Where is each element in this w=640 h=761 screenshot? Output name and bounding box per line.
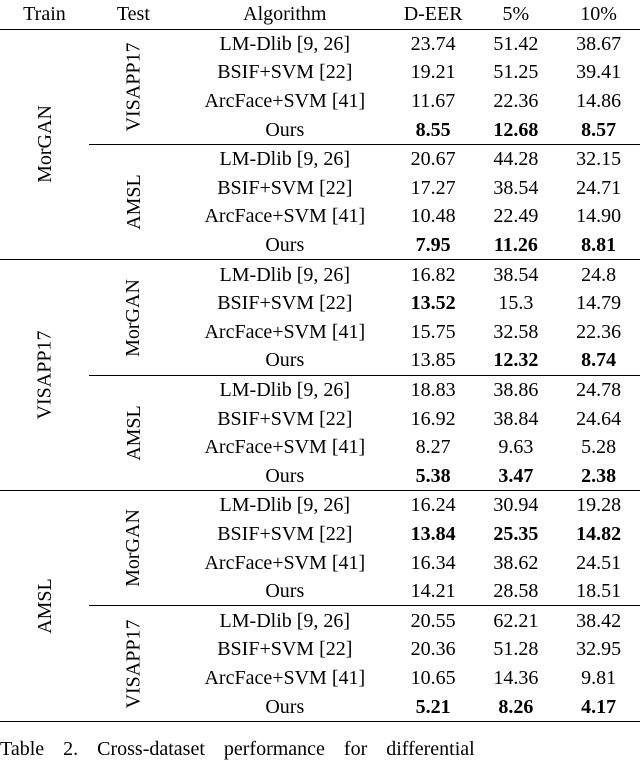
d-eer-cell: 5.21 xyxy=(415,695,451,718)
d-eer-cell: 8.55 xyxy=(415,118,451,141)
algorithm-cell: LM-Dlib [9, 26] xyxy=(178,606,392,635)
5pct-cell: 22.36 xyxy=(493,90,539,113)
test-label: AMSL xyxy=(122,174,145,230)
5pct-cell: 12.32 xyxy=(493,349,539,372)
test-cell xyxy=(89,144,178,259)
algorithm-cell: ArcFace+SVM [41] xyxy=(204,205,366,228)
10pct-cell: 14.90 xyxy=(576,205,622,228)
train-cell xyxy=(0,491,89,722)
test-label: VISAPP17 xyxy=(122,619,145,709)
5pct-cell: 44.28 xyxy=(475,144,558,173)
d-eer-cell: 14.21 xyxy=(410,580,456,603)
5pct-cell: 11.26 xyxy=(493,234,538,257)
5pct-cell: 51.25 xyxy=(493,61,539,84)
10pct-cell: 14.82 xyxy=(576,522,622,545)
table-row xyxy=(0,144,640,173)
d-eer-cell: 19.21 xyxy=(410,61,456,84)
test-cell xyxy=(89,29,178,144)
table-row xyxy=(0,29,640,58)
5pct-cell: 38.62 xyxy=(493,551,539,574)
train-label: AMSL xyxy=(33,578,56,634)
test-label: VISAPP17 xyxy=(122,42,145,132)
d-eer-cell: 18.83 xyxy=(392,375,475,404)
10pct-cell: 39.41 xyxy=(576,61,622,84)
d-eer-cell: 16.82 xyxy=(392,260,475,289)
test-cell xyxy=(89,375,178,490)
10pct-cell: 24.71 xyxy=(576,176,622,199)
algorithm-cell: ArcFace+SVM [41] xyxy=(204,551,366,574)
algorithm-cell: BSIF+SVM [22] xyxy=(217,638,353,661)
d-eer-cell: 8.27 xyxy=(415,436,451,459)
10pct-cell: 9.81 xyxy=(581,666,617,689)
5pct-cell: 38.86 xyxy=(475,375,558,404)
test-cell xyxy=(89,260,178,375)
algorithm-cell: LM-Dlib [9, 26] xyxy=(178,491,392,520)
10pct-cell: 8.74 xyxy=(581,349,617,372)
10pct-cell: 24.78 xyxy=(557,375,640,404)
d-eer-cell: 10.48 xyxy=(410,205,456,228)
table-row xyxy=(0,491,640,520)
5pct-cell: 3.47 xyxy=(498,464,534,487)
algorithm-cell: LM-Dlib [9, 26] xyxy=(219,32,351,55)
10pct-cell: 24.64 xyxy=(576,407,622,430)
5pct-cell: 25.35 xyxy=(493,522,539,545)
10pct-cell: 18.51 xyxy=(576,580,622,603)
header-5pct: 5% xyxy=(475,0,558,29)
train-cell xyxy=(0,29,89,260)
10pct-cell: 32.95 xyxy=(576,638,622,661)
algorithm-cell: ArcFace+SVM [41] xyxy=(204,436,366,459)
d-eer-cell: 23.74 xyxy=(410,32,456,55)
algorithm-cell: Ours xyxy=(265,695,305,718)
5pct-cell: 22.49 xyxy=(493,205,539,228)
d-eer-cell: 20.55 xyxy=(392,606,475,635)
algorithm-cell: Ours xyxy=(265,234,305,257)
test-label: MorGAN xyxy=(122,509,145,588)
d-eer-cell: 16.34 xyxy=(410,551,456,574)
train-label: MorGAN xyxy=(33,105,56,184)
algorithm-cell: LM-Dlib [9, 26] xyxy=(178,375,392,404)
5pct-cell: 38.84 xyxy=(493,407,539,430)
algorithm-cell: Ours xyxy=(265,118,305,141)
train-cell xyxy=(0,260,89,491)
10pct-cell: 2.38 xyxy=(581,464,617,487)
table-row xyxy=(0,375,640,404)
header-algorithm: Algorithm xyxy=(178,0,392,29)
5pct-cell: 30.94 xyxy=(475,491,558,520)
d-eer-cell: 13.52 xyxy=(410,292,456,315)
d-eer-cell: 20.67 xyxy=(392,144,475,173)
d-eer-cell: 7.95 xyxy=(415,234,451,257)
test-label: AMSL xyxy=(122,405,145,461)
header-train: Train xyxy=(0,0,89,29)
algorithm-cell: ArcFace+SVM [41] xyxy=(204,320,366,343)
5pct-cell: 8.26 xyxy=(498,695,534,718)
test-label: MorGAN xyxy=(122,278,145,357)
algorithm-cell: Ours xyxy=(265,580,305,603)
algorithm-cell: LM-Dlib [9, 26] xyxy=(178,260,392,289)
10pct-cell: 14.86 xyxy=(576,90,622,113)
10pct-cell: 38.42 xyxy=(557,606,640,635)
algorithm-cell: Ours xyxy=(265,464,305,487)
algorithm-cell: ArcFace+SVM [41] xyxy=(204,666,366,689)
d-eer-cell: 11.67 xyxy=(411,90,456,113)
5pct-cell: 51.28 xyxy=(493,638,539,661)
5pct-cell: 38.54 xyxy=(475,260,558,289)
d-eer-cell: 20.36 xyxy=(410,638,456,661)
5pct-cell: 32.58 xyxy=(493,320,539,343)
10pct-cell: 4.17 xyxy=(581,695,617,718)
d-eer-cell: 13.85 xyxy=(410,349,456,372)
d-eer-cell: 16.92 xyxy=(410,407,456,430)
5pct-cell: 9.63 xyxy=(498,436,534,459)
5pct-cell: 38.54 xyxy=(493,176,539,199)
5pct-cell: 51.42 xyxy=(493,32,539,55)
10pct-cell: 24.8 xyxy=(557,260,640,289)
train-label: VISAPP17 xyxy=(33,330,56,420)
algorithm-cell: BSIF+SVM [22] xyxy=(217,407,353,430)
algorithm-cell: ArcFace+SVM [41] xyxy=(204,90,366,113)
10pct-cell: 38.67 xyxy=(576,32,622,55)
5pct-cell: 28.58 xyxy=(493,580,539,603)
header-10pct: 10% xyxy=(557,0,640,29)
10pct-cell: 8.57 xyxy=(581,118,617,141)
table-caption: Table 2. Cross-dataset performance for differential xyxy=(0,738,475,760)
algorithm-cell: BSIF+SVM [22] xyxy=(217,176,353,199)
5pct-cell: 14.36 xyxy=(493,666,539,689)
d-eer-cell: 17.27 xyxy=(410,176,456,199)
d-eer-cell: 5.38 xyxy=(415,464,451,487)
algorithm-cell: Ours xyxy=(265,349,305,372)
header-d-eer: D-EER xyxy=(392,0,475,29)
d-eer-cell: 13.84 xyxy=(410,522,456,545)
algorithm-cell: BSIF+SVM [22] xyxy=(217,522,353,545)
table-body xyxy=(0,29,640,721)
algorithm-cell: BSIF+SVM [22] xyxy=(217,292,353,315)
10pct-cell: 32.15 xyxy=(557,144,640,173)
header-row xyxy=(0,0,640,29)
5pct-cell: 15.3 xyxy=(498,292,534,315)
10pct-cell: 19.28 xyxy=(557,491,640,520)
10pct-cell: 24.51 xyxy=(576,551,622,574)
d-eer-cell: 15.75 xyxy=(410,320,456,343)
d-eer-cell: 10.65 xyxy=(410,666,456,689)
5pct-cell: 12.68 xyxy=(493,118,539,141)
algorithm-cell: BSIF+SVM [22] xyxy=(217,61,353,84)
10pct-cell: 5.28 xyxy=(581,436,617,459)
test-cell xyxy=(89,606,178,721)
algorithm-cell: LM-Dlib [9, 26] xyxy=(178,144,392,173)
table-row xyxy=(0,260,640,289)
d-eer-cell: 16.24 xyxy=(392,491,475,520)
table-row xyxy=(0,606,640,635)
10pct-cell: 8.81 xyxy=(581,234,617,257)
10pct-cell: 22.36 xyxy=(576,320,622,343)
header-test: Test xyxy=(89,0,178,29)
5pct-cell: 62.21 xyxy=(475,606,558,635)
10pct-cell: 14.79 xyxy=(576,292,622,315)
test-cell xyxy=(89,491,178,606)
